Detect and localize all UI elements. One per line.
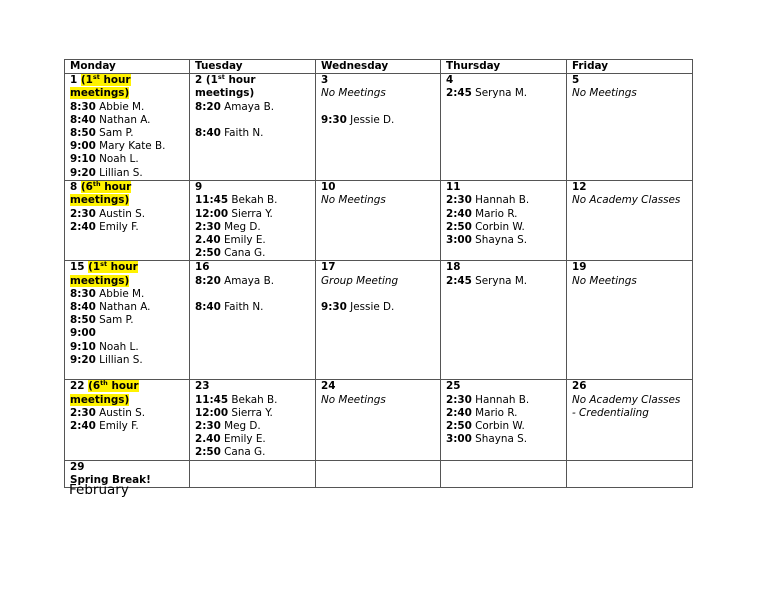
week-row — [65, 261, 693, 380]
day-number: 22 — [70, 380, 85, 393]
meeting-note-cont: meetings) — [70, 194, 130, 207]
appointment: 9:30 Jessie D. — [321, 113, 395, 126]
appointment: 2:30 Hannah B. — [446, 393, 530, 406]
day-number: 19 — [572, 261, 587, 274]
day-number: 15 — [70, 261, 85, 274]
day-cell — [441, 460, 567, 487]
header-thursday: Thursday — [441, 60, 567, 74]
day-cell — [316, 460, 441, 487]
day-note: No Meetings — [321, 87, 386, 100]
day-number: 2 — [195, 74, 203, 87]
header-row — [65, 60, 693, 74]
day-cell — [190, 74, 316, 181]
day-note: No Meetings — [572, 87, 637, 100]
appointment: 2:40 Emily F. — [70, 420, 139, 433]
appointment: 2:45 Seryna M. — [446, 87, 528, 100]
day-number: 1 — [70, 74, 78, 87]
week-row — [65, 460, 693, 487]
appointment: 9:20 Lillian S. — [70, 166, 143, 179]
day-cell — [190, 181, 316, 261]
day-cell — [65, 380, 190, 460]
day-cell — [316, 380, 441, 460]
day-note: No Meetings — [321, 194, 386, 207]
day-cell — [441, 74, 567, 181]
appointment: 9:00 Mary Kate B. — [70, 140, 166, 153]
appointment: 8:40 Nathan A. — [70, 301, 151, 314]
meeting-note-cont: meetings) — [195, 87, 255, 100]
day-note: No Meetings — [572, 274, 637, 287]
day-heading: 2 (1st hour — [195, 73, 256, 87]
day-cell — [316, 261, 441, 380]
day-cell — [441, 181, 567, 261]
header-wednesday: Wednesday — [316, 60, 441, 74]
appointment: 12:00 Sierra Y. — [195, 406, 273, 419]
appointment: 2:50 Cana G. — [195, 247, 266, 260]
appointment: 2:30 Hannah B. — [446, 194, 530, 207]
appointment: 8:50 Sam P. — [70, 314, 134, 327]
appointment: 8:20 Amaya B. — [195, 100, 275, 113]
day-number: 5 — [572, 74, 580, 87]
appointment: 2.40 Emily E. — [195, 234, 266, 247]
appointment: 9:20 Lillian S. — [70, 353, 143, 366]
meeting-note-cont: meetings) — [70, 274, 130, 287]
day-cell — [65, 181, 190, 261]
day-number: 29 — [70, 460, 85, 473]
header-tuesday: Tuesday — [190, 60, 316, 74]
header-monday: Monday — [65, 60, 190, 74]
day-cell — [567, 74, 693, 181]
day-cell — [65, 74, 190, 181]
meeting-note-highlight: (6th hour — [88, 379, 139, 393]
appointment: 8:30 Abbie M. — [70, 287, 145, 300]
day-number: 11 — [446, 181, 461, 194]
day-cell — [190, 380, 316, 460]
appointment: 11:45 Bekah B. — [195, 393, 278, 406]
appointment: 2:50 Corbin W. — [446, 220, 525, 233]
header-friday: Friday — [567, 60, 693, 74]
day-number: 26 — [572, 380, 587, 393]
day-heading — [70, 74, 184, 87]
day-cell — [441, 380, 567, 460]
appointment: 8:30 Abbie M. — [70, 100, 145, 113]
appointment: 2:45 Seryna M. — [446, 274, 528, 287]
day-cell — [316, 181, 441, 261]
week-row — [65, 380, 693, 460]
appointment: 9:30 Jessie D. — [321, 301, 395, 314]
day-number: 4 — [446, 74, 454, 87]
appointment: 2:40 Emily F. — [70, 220, 139, 233]
day-number: 18 — [446, 261, 461, 274]
day-number: 23 — [195, 380, 210, 393]
appointment: 8:20 Amaya B. — [195, 274, 275, 287]
appointment: 2:50 Cana G. — [195, 446, 266, 459]
appointment: 2:40 Mario R. — [446, 207, 518, 220]
month-label: February — [69, 482, 129, 498]
meeting-note-cont: meetings) — [70, 393, 130, 406]
week-row — [65, 74, 693, 181]
day-number: 3 — [321, 74, 329, 87]
appointment: 11:45 Bekah B. — [195, 194, 278, 207]
appointment: 2:30 Meg D. — [195, 220, 261, 233]
week-row — [65, 181, 693, 261]
day-heading — [70, 380, 184, 393]
appointment: 2:40 Mario R. — [446, 406, 518, 419]
meeting-note-cont: meetings) — [70, 87, 130, 100]
day-number: 12 — [572, 181, 587, 194]
meeting-note-highlight: (6th hour — [80, 180, 132, 194]
appointment: 2.40 Emily E. — [195, 433, 266, 446]
appointment: 9:10 Noah L. — [70, 153, 139, 166]
appointment: 12:00 Sierra Y. — [195, 207, 273, 220]
appointment: 9:00 — [70, 327, 96, 340]
day-cell — [190, 460, 316, 487]
day-note-cont: - Credentialing — [572, 406, 649, 419]
appointment: 2:30 Austin S. — [70, 406, 146, 419]
appointment: 8:40 Faith N. — [195, 127, 264, 139]
day-cell — [567, 460, 693, 487]
day-number: 24 — [321, 380, 336, 393]
day-number: 10 — [321, 181, 336, 194]
day-number: 17 — [321, 261, 336, 274]
day-cell — [567, 261, 693, 380]
appointment: 2:30 Meg D. — [195, 420, 261, 433]
day-number: 9 — [195, 181, 203, 194]
day-number: 8 — [70, 181, 78, 194]
meeting-note-highlight: (1st hour — [88, 260, 138, 274]
day-number: 25 — [446, 380, 461, 393]
day-cell — [316, 74, 441, 181]
day-heading — [70, 261, 184, 274]
day-number: 16 — [195, 261, 210, 274]
schedule-table — [64, 59, 693, 488]
appointment: 3:00 Shayna S. — [446, 433, 528, 446]
day-note: No Meetings — [321, 393, 386, 406]
appointment: 9:10 Noah L. — [70, 340, 139, 353]
day-note: No Academy Classes — [572, 393, 681, 406]
meeting-note-highlight: (1st hour — [80, 73, 131, 87]
day-note: Spring Break! — [70, 473, 151, 486]
appointment: 8:40 Faith N. — [195, 301, 264, 314]
appointment: 3:00 Shayna S. — [446, 234, 528, 247]
appointment: 8:40 Nathan A. — [70, 113, 151, 126]
day-note: No Academy Classes — [572, 194, 681, 207]
day-heading — [70, 181, 184, 194]
day-cell — [441, 261, 567, 380]
appointment: 2:30 Austin S. — [70, 207, 146, 220]
appointment: 2:50 Corbin W. — [446, 420, 525, 433]
day-note: Group Meeting — [321, 274, 399, 287]
appointment: 8:50 Sam P. — [70, 127, 134, 140]
day-cell — [190, 261, 316, 380]
day-cell — [567, 380, 693, 460]
day-cell — [567, 181, 693, 261]
day-cell — [65, 261, 190, 380]
